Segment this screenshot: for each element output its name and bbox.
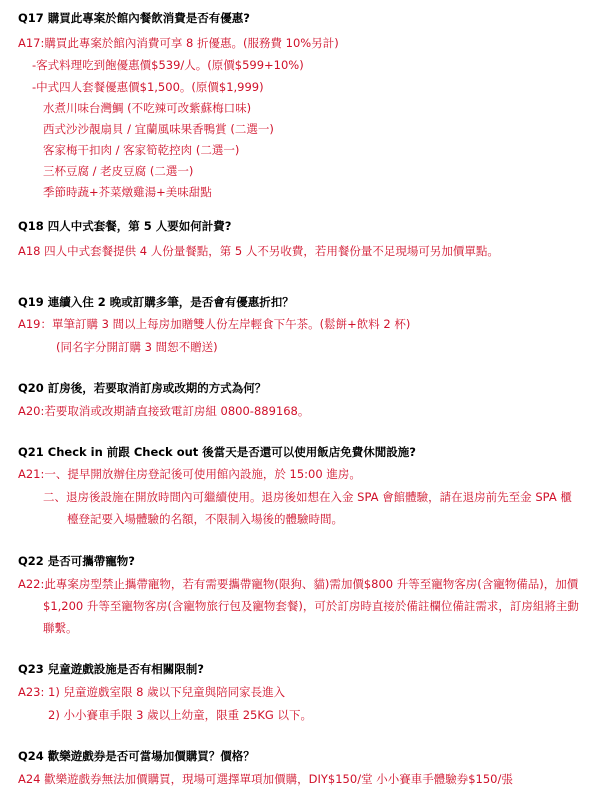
q21-answer-line: 二、退房後設施在開放時間內可繼續使用。退房後如想在入金 SPA 會館體驗，請在退房前先至金 SPA 櫃	[43, 490, 572, 504]
q24-question: Q24 歡樂遊戲券是否可當場加價購買？價格？	[18, 749, 255, 763]
q17-menu-item: 季節時蔬+芥菜燉雞湯+美味甜點	[43, 185, 212, 199]
q20-question: Q20 訂房後，若要取消訂房或改期的方式為何？	[18, 381, 267, 395]
q18-answer-line: A18 四人中式套餐提供 4 人份量餐點，第 5 人不另收費，若用餐份量不足現場可另加價單點。	[18, 244, 499, 258]
q21-answer-line: 檯登記要入場體驗的名額，不限制入場後的體驗時間。	[67, 512, 343, 526]
q21-answer-line: A21:一、提早開放辦住房登記後可使用館內設施，於 15:00 進房。	[18, 467, 361, 481]
q23-answer-line: A23: 1) 兒童遊戲室限 8 歲以下兒童與陪同家長進入	[18, 685, 286, 699]
q24-answer-line: A24 歡樂遊戲券無法加價購買，現場可選擇單項加價購，DIY$150/堂 小小賽車手體驗券$150/張	[18, 772, 513, 786]
q22-question: Q22 是否可攜帶寵物?	[18, 554, 135, 568]
q17-question: Q17 購買此專案於館內餐飲消費是否有優惠?	[18, 11, 250, 25]
q23-answer-line: 2) 小小賽車手限 3 歲以上幼童，限重 25KG 以下。	[48, 708, 312, 722]
q19-answer-line: (同名字分開訂購 3 間恕不贈送)	[56, 340, 218, 354]
q22-answer-line: 聯繫。	[43, 621, 78, 635]
q21-question: Q21 Check in 前跟 Check out 後當天是否還可以使用飯店免費休閒設施?	[18, 445, 416, 459]
q17-menu-item: 水煮川味台灣鯛 (不吃辣可改紫蘇梅口味)	[43, 101, 252, 115]
q17-answer-line: A17:購買此專案於館內消費可享 8 折優惠。(服務費 10%另計)	[18, 36, 339, 50]
q22-answer-line: A22:此專案房型禁止攜帶寵物，若有需要攜帶寵物(限狗、貓)需加價$800 升等至寵物客房(含寵物備品)，加價	[18, 577, 579, 591]
q17-answer-line: -客式料理吃到飽優惠價$539/人。(原價$599+10%)	[32, 58, 304, 72]
q18-question: Q18 四人中式套餐，第 5 人要如何計費?	[18, 219, 232, 233]
q17-menu-item: 三杯豆腐 / 老皮豆腐 (二選一)	[43, 164, 194, 178]
q17-answer-line: -中式四人套餐優惠價$1,500。(原價$1,999)	[32, 80, 264, 94]
q20-answer-line: A20:若要取消或改期請直接致電訂房組 0800-889168。	[18, 404, 310, 418]
q23-question: Q23 兒童遊戲設施是否有相關限制?	[18, 662, 204, 676]
q19-question: Q19 連續入住 2 晚或訂購多筆，是否會有優惠折扣？	[18, 295, 294, 309]
q19-answer-line: A19：單筆訂購 3 間以上每房加贈雙人份左岸輕食下午茶。(鬆餅+飲料 2 杯)	[18, 317, 411, 331]
q17-menu-item: 西式沙沙靚扇貝 / 宜蘭風味果香鴨賞 (二選一)	[43, 122, 274, 136]
q17-menu-item: 客家梅干扣肉 / 客家筍乾控肉 (二選一)	[43, 143, 240, 157]
q22-answer-line: $1,200 升等至寵物客房(含寵物旅行包及寵物套餐)，可於訂房時直接於備註欄位備註需求，訂房組將主動	[43, 599, 579, 613]
